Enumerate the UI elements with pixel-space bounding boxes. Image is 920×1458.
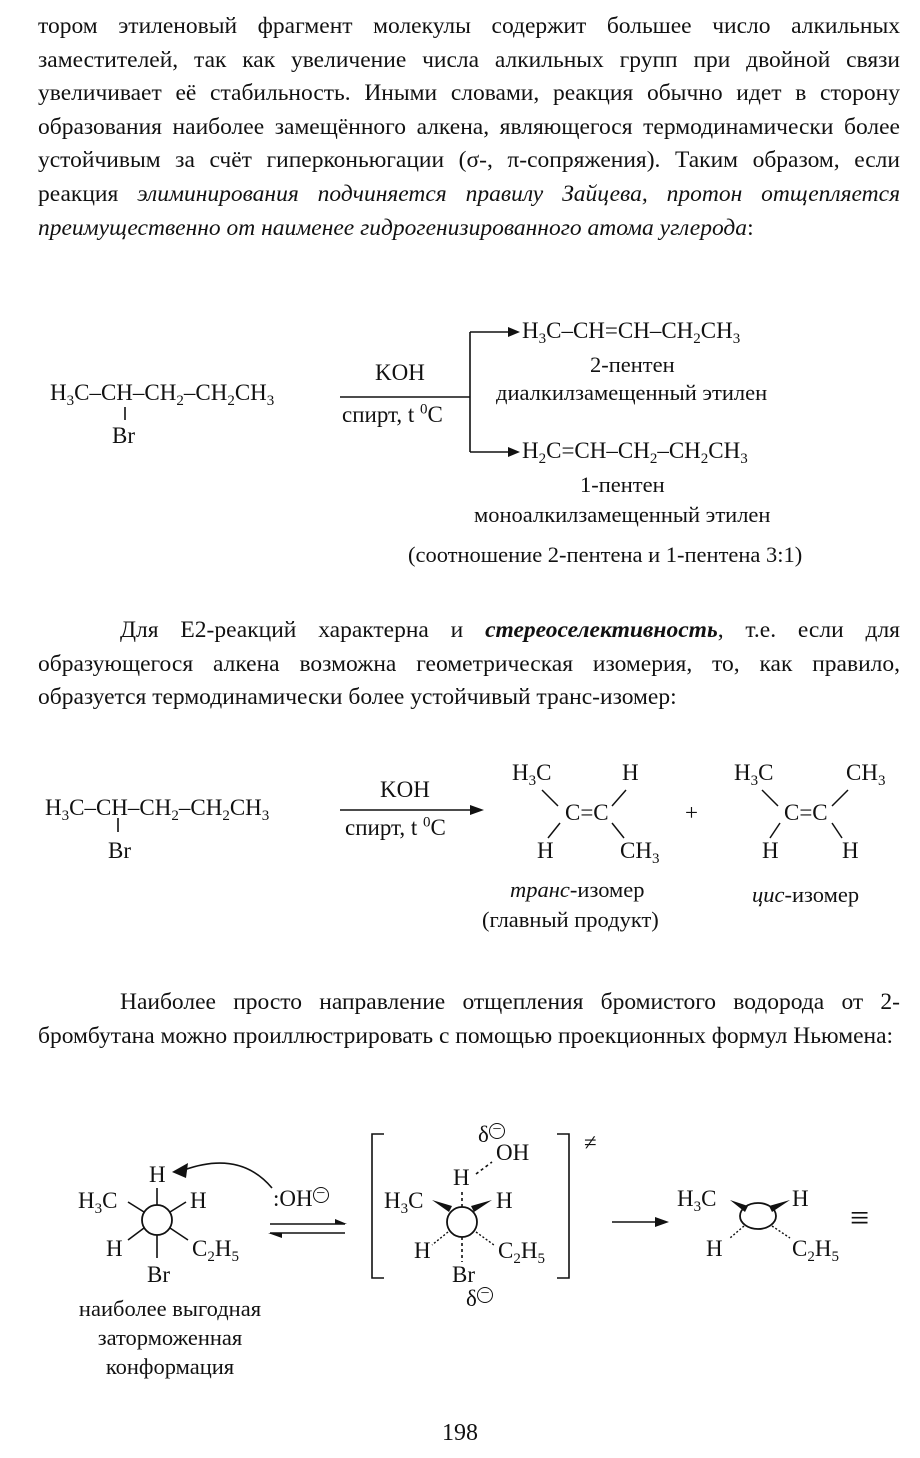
product-h3c: $H_3C$ — [677, 1186, 717, 1215]
cis-isomer-label: цис-изомер — [752, 882, 860, 907]
newman1-h-top: H — [149, 1162, 166, 1187]
trans-main-product-note: (главный продукт) — [482, 907, 659, 932]
page-number: 198 — [442, 1420, 478, 1446]
ts-h3c: $H_3C$ — [384, 1188, 424, 1217]
product-2-pentene-name: 2-пентен — [590, 352, 675, 377]
newman1-c2h5: $C_2H_5$ — [192, 1236, 239, 1265]
scheme-2-reactant: $H_3C-CH-CH_2-CH_2CH_3$ — [45, 795, 270, 824]
scheme-2-conditions: спирт, t $^0$C — [345, 814, 446, 840]
product-2-pentene-class: диалкилзамещенный этилен — [496, 380, 768, 405]
trans-isomer-label: транс-изомер — [510, 877, 645, 902]
cis-h3c: $H_3C$ — [734, 760, 774, 789]
product-1-pentene-name: 1-пентен — [580, 472, 665, 497]
newman1-h3c: $H_3C$ — [78, 1188, 118, 1217]
scheme-2-plus: + — [685, 800, 698, 825]
scheme-1-conditions: спирт, t $^0$C — [342, 401, 443, 427]
product-h-right: H — [792, 1186, 809, 1211]
pentene-ratio: (соотношение 2-пентена и 1-пентена 3:1) — [408, 542, 803, 567]
scheme-1-bromine: Br — [112, 423, 135, 448]
stereoselectivity-term: стереоселективность — [485, 617, 718, 643]
trans-ch3: $CH_3$ — [620, 838, 660, 867]
transition-state-mark: ≠ — [584, 1130, 597, 1155]
scheme-2-bromine: Br — [108, 838, 131, 863]
trans-h-bottom: H — [537, 838, 554, 863]
paragraph-2-end: , т.е. если для образующегося алкена возможна геометрическая изомерия, то, как правило, образуется термодинамически более устойчивый транс-изомер: — [38, 617, 900, 711]
product-2-pentene-formula: $H_3C-CH=CH-CH_2CH_3$ — [522, 318, 741, 347]
equivalence-sign: ≡ — [850, 1200, 870, 1237]
paragraph-1-end: : — [747, 214, 754, 241]
scheme-1-reactant: $H_3C-CH-CH_2-CH_2CH_3$ — [50, 380, 275, 409]
ts-delta-oh: δ − — [478, 1122, 505, 1148]
newman1-br: Br — [147, 1262, 170, 1287]
conformation-caption: наиболее выгодная заторможенная конформация — [78, 1296, 262, 1379]
ts-c2h5: $C_2H_5$ — [498, 1238, 545, 1267]
newman1-h-right: H — [190, 1188, 207, 1213]
newman1-h-left: H — [106, 1236, 123, 1261]
product-1-pentene-class: моноалкилзамещенный этилен — [474, 502, 771, 527]
ts-h-left: H — [414, 1238, 431, 1263]
paragraph-1-text: тором этиленовый фрагмент молекулы содержит большее число алкильных заместителей, так как увеличение числа алкильных групп при двойной связи увеличивает её стабильность. Иными словами, реакция обычно идет в сторону образования наиболее замещённого алкена, являющегося термодинамически более устойчивым за счёт гиперконьюгации (σ-, π-сопряжения). Таким образом, если реакция — [38, 13, 900, 207]
cis-h-right: H — [842, 838, 859, 863]
cis-ch3: $CH_3$ — [846, 760, 886, 789]
paragraph-3: Наиболее просто направление отщепления бромистого водорода от 2-бромбутана можно проиллюстрировать с помощью проекционных формул Ньюмена: — [38, 989, 900, 1049]
product-c2h5: $C_2H_5$ — [792, 1236, 839, 1265]
scheme-2-reagent: KOH — [380, 777, 430, 802]
ts-oh: OH — [496, 1140, 530, 1165]
ts-h-right: H — [496, 1188, 513, 1213]
ts-h-top: H — [453, 1165, 470, 1190]
trans-h3c: $H_3C$ — [512, 760, 552, 789]
cis-h-left: H — [762, 838, 779, 863]
zaitsev-rule-italic: элиминирования подчиняется правилу Зайцева, протон отщепляется преимущественно от наименее гидрогенизированного атома углерода — [38, 180, 900, 241]
paragraph-2-text: Для Е2-реакций характерна и — [120, 617, 486, 643]
scheme-1-reagent: KOH — [375, 360, 425, 385]
product-h-left: H — [706, 1236, 723, 1261]
trans-h-top: H — [622, 760, 639, 785]
ts-delta-br: δ − — [466, 1286, 493, 1312]
ts-br: Br — [452, 1262, 475, 1287]
cis-cc: C=C — [784, 800, 828, 825]
product-1-pentene-formula: $H_2C=CH-CH_2-CH_2CH_3$ — [522, 438, 748, 467]
trans-cc: C=C — [565, 800, 609, 825]
hydroxide-nucleophile: :OH − — [273, 1186, 329, 1212]
